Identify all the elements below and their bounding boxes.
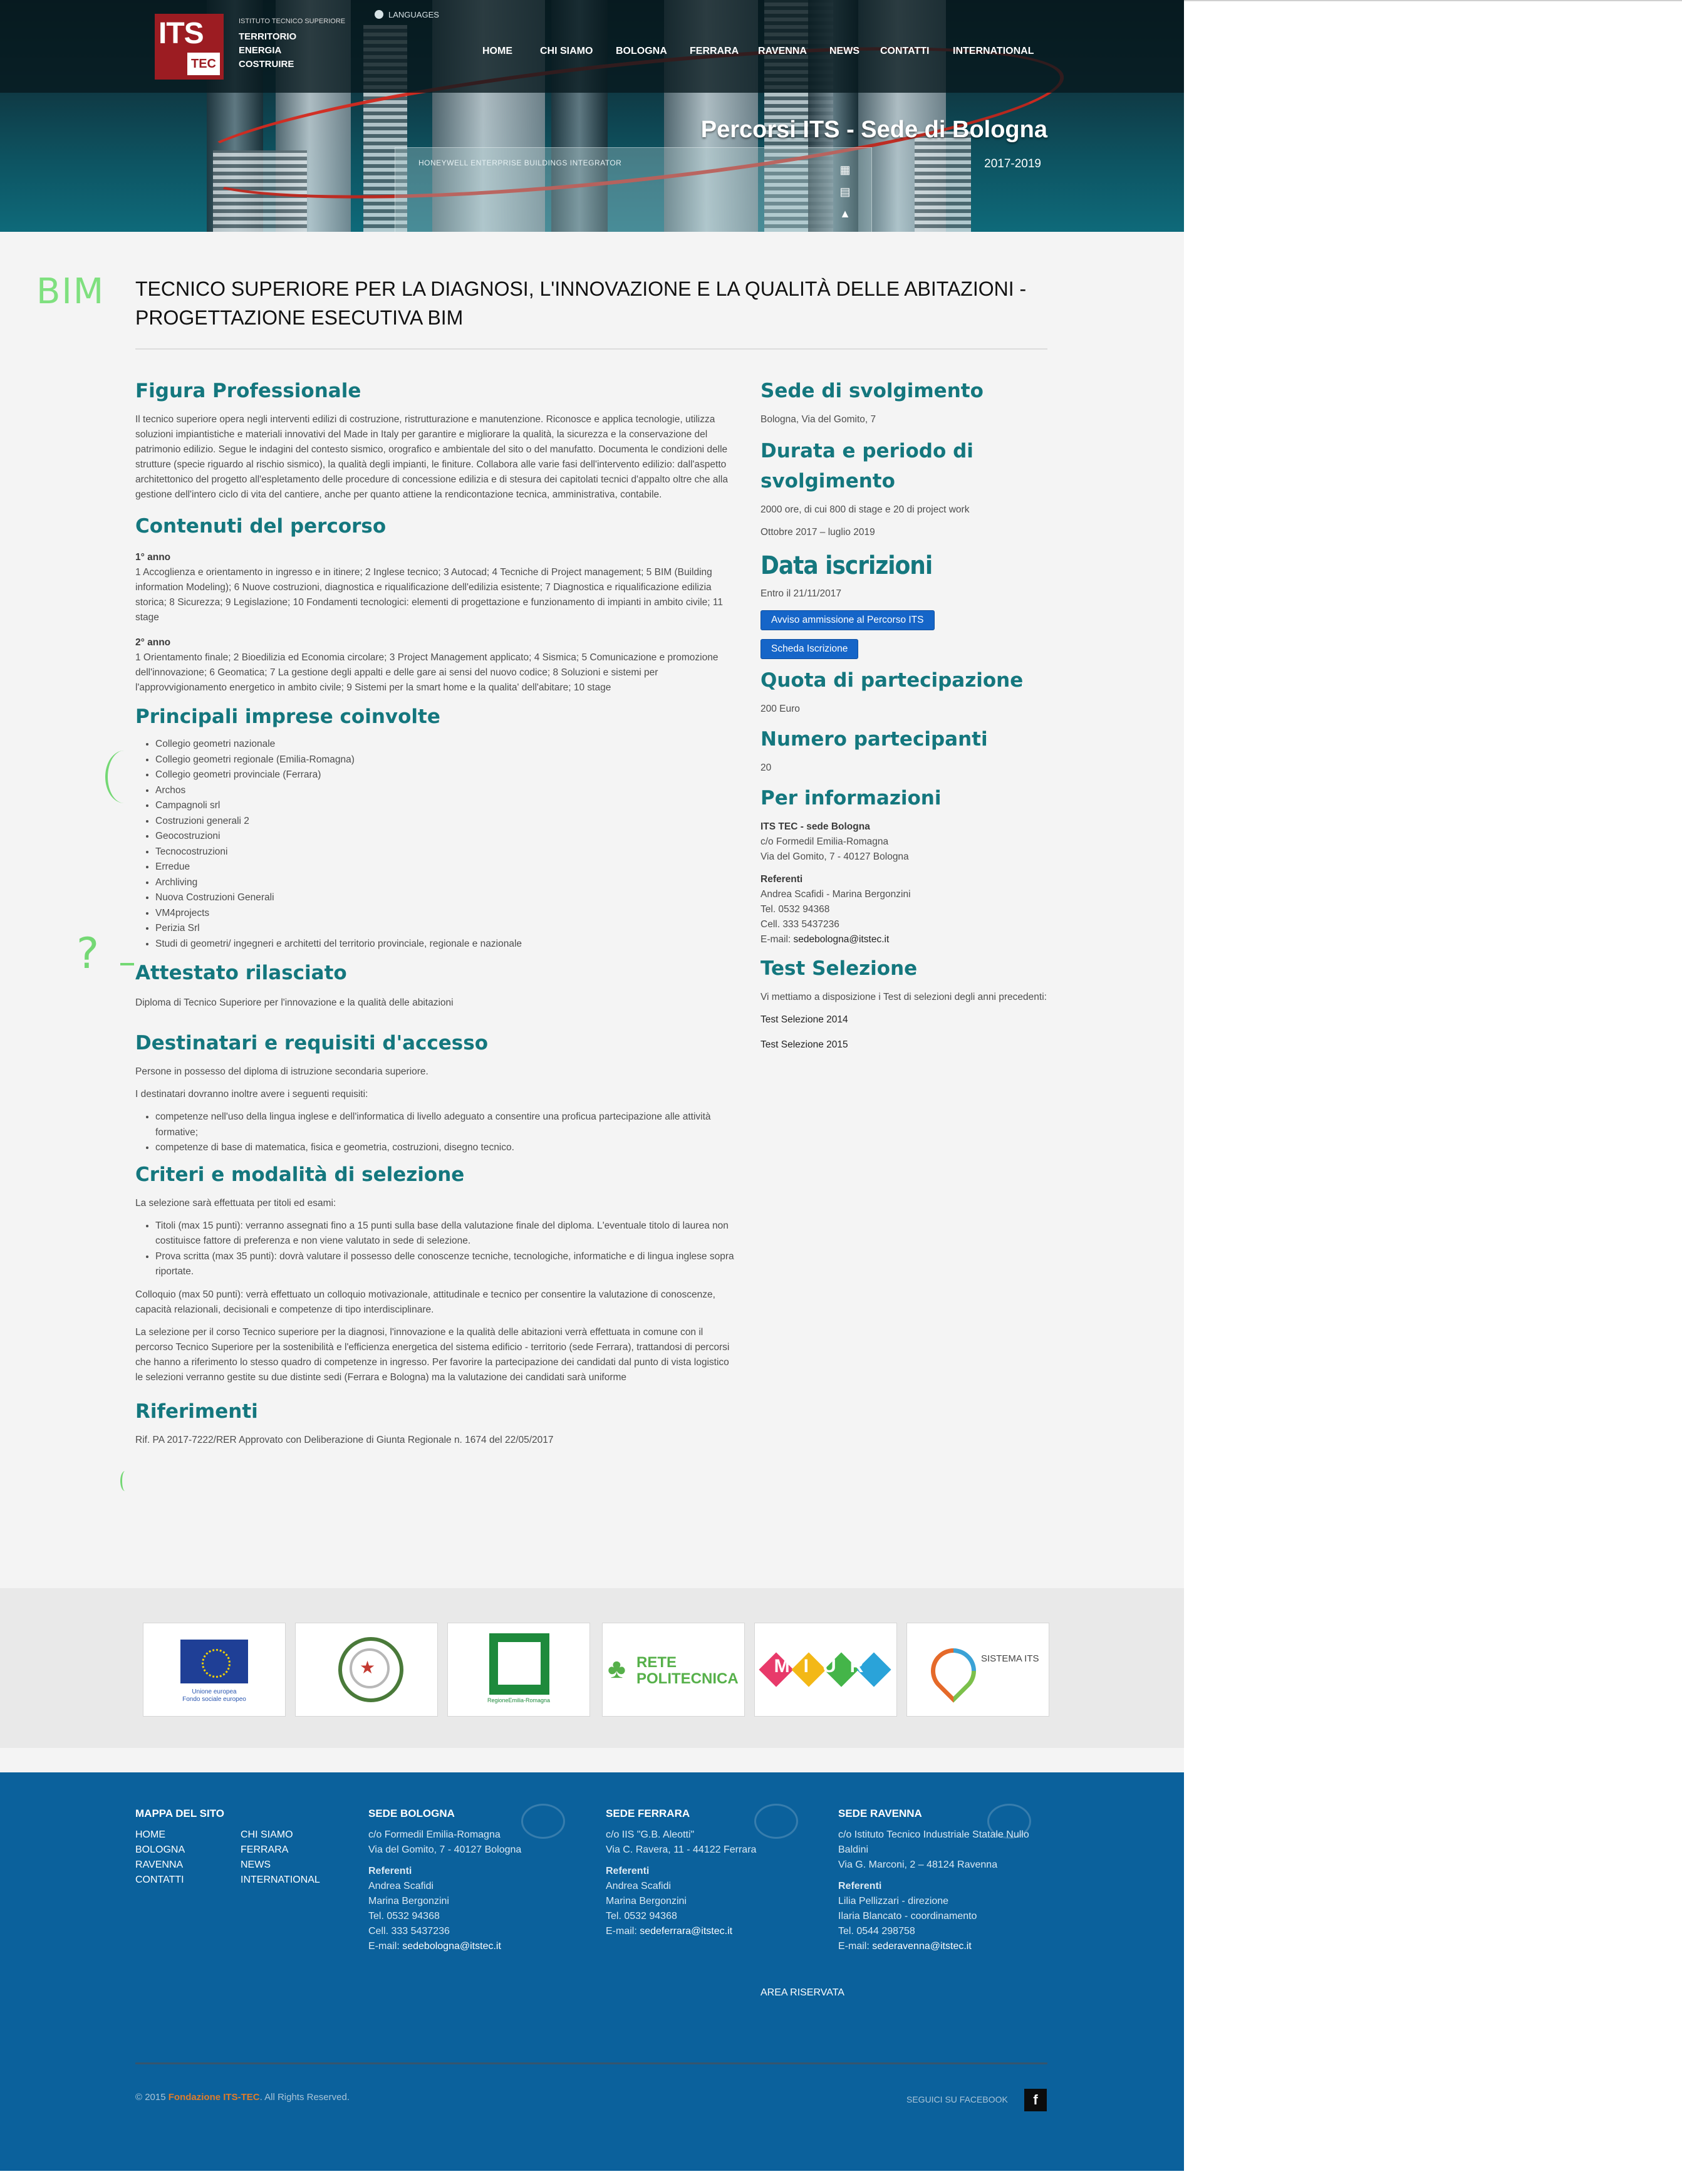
section-durata-title: Durata e periodo di svolgimento: [761, 440, 973, 492]
list-item: • Titoli (max 15 punti): verranno assegnati fino a 15 punti sulla base della valutazione finale del diploma. L'eventuale titolo di laurea non costituisce fattore di preferenza e non viene valutato in sede di selezione.: [155, 1219, 737, 1249]
miur-logo[interactable]: [754, 1623, 897, 1717]
year1-text: 1 Accoglienza e orientamento in ingresso e in itinere; 2 Inglese tecnico; 3 Autocad; 4 Tecniche di Project management; 5 BIM (Building information Modeling); 6 Nuove costruzioni, diagnostica e riqualificazione dell'edilizia esistente; 7 Diagnostica e riqualificazione edilizia storica; 8 Sicurezza; 9 Legislazione; 10 Fondamenti tecnologici: elementi di progettazione e funzionamento di impianti in ambito civile; 11 stage: [135, 567, 723, 623]
footer-bologna-email[interactable]: sedebologna@itstec.it: [402, 1941, 501, 1952]
emblem-icon: ★: [338, 1637, 403, 1702]
info-line: Via del Gomito, 7 - 40127 Bologna: [761, 851, 909, 862]
footer-link-home[interactable]: HOME: [135, 1829, 165, 1840]
info-ref-line: Tel. 0532 94368: [761, 904, 830, 915]
footer-ferrara-ref-label: Referenti: [606, 1866, 650, 1876]
header-hero: [0, 0, 1184, 232]
email-label: E-mail:: [838, 1941, 873, 1952]
globe-icon: [375, 10, 383, 19]
section-iscrizioni-title: Data iscrizioni: [761, 551, 933, 580]
list-item: • Erredue: [155, 860, 737, 875]
list-item: • Geocostruzioni: [155, 829, 737, 845]
footer-ravenna-ref: Tel. 0544 298758: [838, 1926, 915, 1937]
regione-icon: [489, 1633, 549, 1695]
handwritten-bim-note: BIM: [36, 271, 105, 312]
email-label: E-mail:: [606, 1926, 640, 1937]
footer-ferrara-email-row: [606, 1924, 732, 1939]
info-ref-line: Cell. 333 5437236: [761, 919, 839, 930]
sistema-its-logo[interactable]: [906, 1623, 1049, 1717]
regione-emilia-romagna-logo[interactable]: [447, 1623, 590, 1717]
miur-caption: MIUR: [774, 1656, 878, 1677]
footer-ferrara-title: SEDE FERRARA: [606, 1807, 690, 1819]
eu-flag-icon: [180, 1640, 248, 1683]
footer-ravenna-line: Via G. Marconi, 2 – 48124 Ravenna: [838, 1859, 998, 1870]
section-destinatari-title: Destinatari e requisiti d'accesso: [135, 1032, 488, 1054]
partner-logos: [0, 1588, 1184, 1748]
footer-link-international[interactable]: INTERNATIONAL: [241, 1875, 320, 1885]
main-column: [135, 376, 737, 1448]
list-item: • Campagnoli srl: [155, 798, 737, 814]
attestato-text: Diploma di Tecnico Superiore per l'innovazione e la qualità delle abitazioni: [135, 997, 454, 1008]
logo-tagline: ISTITUTO TECNICO SUPERIORE: [239, 18, 346, 25]
page-title: TECNICO SUPERIORE PER LA DIAGNOSI, L'INNOVAZIONE E LA QUALITÀ DELLE ABITAZIONI - PROGETTAZIONE ESECUTIVA BIM: [135, 278, 1027, 329]
chat-bubble-icon: [521, 1804, 565, 1839]
nav-chi-siamo[interactable]: CHI SIAMO: [540, 46, 593, 56]
footer-divider: [135, 2062, 1047, 2064]
scheda-iscrizione-button[interactable]: Scheda Iscrizione: [761, 639, 858, 659]
footer-ravenna-line: Baldini: [838, 1844, 869, 1855]
section-riferimenti-title: Riferimenti: [135, 1400, 258, 1423]
footer-ferrara-ref: Andrea Scafidi: [606, 1881, 672, 1891]
avviso-ammissione-button[interactable]: Avviso ammissione al Percorso ITS: [761, 610, 935, 630]
list-item: • Collegio geometri regionale (Emilia-Romagna): [155, 752, 737, 768]
languages-label: LANGUAGES: [388, 10, 439, 19]
copyright: [135, 2092, 350, 2103]
info-ref-line: Andrea Scafidi - Marina Bergonzini: [761, 889, 911, 900]
list-item: • Prova scritta (max 35 punti): dovrà valutare il possesso delle conoscenze tecniche, tecnologiche, informatiche e di lingua inglese sopra riportate.: [155, 1249, 737, 1280]
info-referenti-label: Referenti: [761, 874, 803, 885]
riferimenti-text: Rif. PA 2017-7222/RER Approvato con Deliberazione di Giunta Regionale n. 1674 del 22/05/2017: [135, 1434, 554, 1445]
list-item: • Tecnocostruzioni: [155, 845, 737, 860]
regione-caption: RegioneEmilia-Romagna: [487, 1697, 551, 1703]
logo-line: ENERGIA: [239, 45, 282, 56]
footer-bologna-ref-label: Referenti: [368, 1866, 412, 1876]
footer-mappa-title: MAPPA DEL SITO: [135, 1807, 225, 1819]
warning-icon: ▲: [839, 207, 851, 220]
footer-bologna-ref: Andrea Scafidi: [368, 1881, 434, 1891]
copyright-suffix: . All Rights Reserved.: [259, 2092, 350, 2103]
footer-link-ravenna[interactable]: RAVENNA: [135, 1859, 184, 1870]
footer-ferrara-ref: Marina Bergonzini: [606, 1896, 687, 1906]
footer: [0, 1772, 1184, 2171]
footer-ravenna-line: c/o Istituto Tecnico Industriale Statale Nullo: [838, 1829, 1029, 1840]
section-imprese-title: Principali imprese coinvolte: [135, 705, 440, 728]
criteri-note: La selezione per il corso Tecnico superiore per la diagnosi, l'innovazione e la qualità delle abitazioni verrà effettuata in comune con il percorso Tecnico Superiore per la sostenibilità e l'efficienza energetica del sistema edificio - territorio (sede Ferrara), trattandosi di percorsi che hanno a riferimento lo stesso quadro di competenze in ingresso. Per favorire la partecipazione dei candidati dal punto di vista logistico le selezioni verranno gestite su due distinte sedi (Ferrara e Bologna) ma la valutazione dei candidati sarà uniforme: [135, 1326, 730, 1383]
durata-text: 2000 ore, di cui 800 di stage e 20 di project work: [761, 504, 970, 515]
handwritten-dash: [120, 963, 134, 965]
eu-logo[interactable]: [143, 1623, 286, 1717]
figura-text: Il tecnico superiore opera negli interventi edilizi di costruzione, ristrutturazione e manutenzione. Riconosce e applica tecnologie, utilizza soluzioni impiantistiche e materiali innovativi del Made in Italy per garantire e migliorare la qualità, la sicurezza e la conservazione del patrimonio edilizio. Segue le indagini del contesto sismico, orografico e ambientale del sito o del manufatto. Documenta le condizioni delle strutture (specie riguardo al rischio sismico), la qualità degli impianti, le finiture. Collabora alle varie fasi dell'intervento edilizio: dall'aspetto architettonico del progetto all'espletamento delle procedure di concessione edilizia e di stesura dei capitolati tecnici d'appalto oltre che alla gestione dell'intero ciclo di vita del cantiere, anche per quanto attiene la rendicontazione tecnica, amministrativa, contabile.: [135, 414, 728, 500]
info-email-link[interactable]: sedebologna@itstec.it: [793, 934, 890, 945]
info-org: ITS TEC - sede Bologna: [761, 821, 870, 832]
footer-ferrara-ref: Tel. 0532 94368: [606, 1911, 677, 1921]
logo-line: COSTRUIRE: [239, 59, 294, 70]
footer-bologna-line: Via del Gomito, 7 - 40127 Bologna: [368, 1844, 522, 1855]
eu-caption: Unione europea Fondo sociale europeo: [182, 1688, 246, 1703]
section-test-title: Test Selezione: [761, 957, 918, 980]
footer-bologna-ref: Cell. 333 5437236: [368, 1926, 450, 1937]
footer-link-bologna[interactable]: BOLOGNA: [135, 1844, 185, 1855]
sidebar-column: [761, 376, 1049, 1062]
year1-label: 1° anno: [135, 552, 171, 563]
logo-line: TERRITORIO: [239, 31, 297, 42]
main-nav: [0, 46, 1184, 61]
footer-bologna-title: SEDE BOLOGNA: [368, 1807, 455, 1819]
footer-ravenna-ref: Lilia Pellizzari - direzione: [838, 1896, 949, 1906]
list-item: • VM4projects: [155, 906, 737, 922]
facebook-icon[interactable]: f: [1024, 2089, 1047, 2111]
footer-bologna-email-row: [368, 1939, 501, 1954]
list-item: • Costruzioni generali 2: [155, 814, 737, 829]
title-divider: [135, 348, 1047, 350]
email-label: E-mail:: [761, 934, 794, 945]
list-item: • competenze nell'uso della lingua inglese e dell'informatica di livello adeguato a consentire una proficua partecipazione alle attività formative;: [155, 1110, 737, 1140]
year2-text: 1 Orientamento finale; 2 Bioedilizia ed Economia circolare; 3 Project Management applicato; 4 Sismica; 5 Comunicazione e promozione dell'innovazione; 6 Geomatica; 7 La gestione degli appalti e delle gare ai sensi del nuovo codice; 8 Soluzioni e sistemi per l'approvvigionamento energetico in ambito civile; 9 Sistemi per la smart home e la qualita' dell'abitare; 10 stage: [135, 652, 719, 693]
languages-menu[interactable]: [375, 10, 439, 19]
logo-tec-text: TEC: [187, 53, 220, 75]
footer-bologna-ref: Tel. 0532 94368: [368, 1911, 440, 1921]
footer-ravenna-ref-label: Referenti: [838, 1881, 882, 1891]
footer-ravenna-title: SEDE RAVENNA: [838, 1807, 922, 1819]
area-riservata-link[interactable]: AREA RISERVATA: [761, 1987, 844, 1998]
hero-panel-label: HONEYWELL ENTERPRISE BUILDINGS INTEGRATOR: [418, 159, 622, 167]
handwritten-mark: [120, 1471, 130, 1491]
copyright-org-link[interactable]: Fondazione ITS-TEC: [168, 2092, 260, 2103]
quota-text: 200 Euro: [761, 704, 800, 714]
section-sede-title: Sede di svolgimento: [761, 380, 984, 402]
building-icon: ▦: [839, 164, 851, 176]
sistema-caption: SISTEMA ITS: [981, 1653, 1039, 1664]
footer-link-news[interactable]: NEWS: [241, 1859, 271, 1870]
criteri-list: [135, 1219, 737, 1280]
destinatari-requisiti: I destinatari dovranno inoltre avere i seguenti requisiti:: [135, 1089, 368, 1100]
nav-ravenna[interactable]: RAVENNA: [758, 46, 807, 56]
list-item: • Perizia Srl: [155, 921, 737, 937]
handwritten-question-mark: ?: [76, 929, 100, 979]
criteri-colloquio: Colloquio (max 50 punti): verrà effettuato un colloquio motivazionale, attitudinale e tecnico per consentire la valutazione di conoscenze, capacità relazionali, decisionali e competenze di tipo interdisciplinare.: [135, 1289, 715, 1315]
seguici-facebook-label[interactable]: SEGUICI SU FACEBOOK: [906, 2094, 1008, 2104]
periodo-text: Ottobre 2017 – luglio 2019: [761, 527, 875, 538]
section-criteri-title: Criteri e modalità di selezione: [135, 1163, 465, 1186]
copyright-prefix: © 2015: [135, 2092, 169, 2103]
year2-label: 2° anno: [135, 637, 171, 648]
footer-link-ferrara[interactable]: FERRARA: [241, 1844, 289, 1855]
destinatari-text: Persone in possesso del diploma di istruzione secondaria superiore.: [135, 1066, 428, 1077]
repubblica-italiana-emblem[interactable]: [295, 1623, 438, 1717]
footer-ferrara-line: c/o IIS "G.B. Aleotti": [606, 1829, 695, 1840]
section-figura-title: Figura Professionale: [135, 380, 361, 402]
list-item: • competenze di base di matematica, fisica e geometria, costruzioni, disegno tecnico.: [155, 1140, 737, 1156]
footer-link-contatti[interactable]: CONTATTI: [135, 1875, 184, 1885]
footer-ravenna-email-row: [838, 1939, 972, 1954]
nav-ferrara[interactable]: FERRARA: [690, 46, 739, 56]
test-text: Vi mettiamo a disposizione i Test di selezioni degli anni precedenti:: [761, 992, 1047, 1002]
email-label: E-mail:: [368, 1941, 403, 1952]
sede-text: Bologna, Via del Gomito, 7: [761, 414, 876, 425]
footer-bologna-line: c/o Formedil Emilia-Romagna: [368, 1829, 501, 1840]
iscrizioni-deadline: Entro il 21/11/2017: [761, 588, 841, 599]
list-item: • Archliving: [155, 875, 737, 891]
rete-caption: RETE POLITECNICA: [636, 1654, 739, 1687]
tree-icon: ♣: [608, 1653, 626, 1684]
section-numero-title: Numero partecipanti: [761, 728, 988, 751]
numero-text: 20: [761, 762, 772, 773]
section-contenuti-title: Contenuti del percorso: [135, 515, 387, 538]
criteri-intro: La selezione sarà effettuata per titoli ed esami:: [135, 1197, 336, 1209]
nav-home[interactable]: HOME: [482, 46, 512, 56]
footer-ferrara-line: Via C. Ravera, 11 - 44122 Ferrara: [606, 1844, 757, 1855]
section-attestato-title: Attestato rilasciato: [135, 962, 347, 984]
section-info-title: Per informazioni: [761, 787, 942, 809]
requisiti-list: [135, 1110, 737, 1156]
hero-title: Percorsi ITS - Sede di Bologna: [700, 117, 1047, 143]
viewport-edge-line: [1184, 0, 1682, 1]
footer-ravenna-ref: Ilaria Blancato - coordinamento: [838, 1911, 977, 1921]
list-item: • Collegio geometri provinciale (Ferrara): [155, 767, 737, 783]
nav-international[interactable]: INTERNATIONAL: [953, 46, 1034, 56]
list-item: • Nuova Costruzioni Generali: [155, 890, 737, 906]
hero-year: 2017-2019: [984, 157, 1041, 170]
pin-icon: [921, 1639, 985, 1703]
imprese-list: [135, 737, 737, 952]
footer-ravenna-email[interactable]: sederavenna@itstec.it: [872, 1941, 972, 1952]
footer-link-chi-siamo[interactable]: CHI SIAMO: [241, 1829, 293, 1840]
grid-icon: ▤: [839, 185, 851, 198]
test-2015-link[interactable]: Test Selezione 2015: [761, 1039, 848, 1050]
rete-politecnica-logo[interactable]: [602, 1623, 745, 1717]
footer-ferrara-email[interactable]: sedeferrara@itstec.it: [640, 1926, 733, 1937]
chat-bubble-icon: [754, 1804, 798, 1839]
test-2014-link[interactable]: Test Selezione 2014: [761, 1014, 848, 1025]
list-item: • Studi di geometri/ ingegneri e architetti del territorio provinciale, regionale e nazionale: [155, 937, 737, 952]
info-line: c/o Formedil Emilia-Romagna: [761, 836, 889, 847]
info-email-row: [761, 932, 1049, 947]
section-quota-title: Quota di partecipazione: [761, 669, 1024, 692]
nav-news[interactable]: NEWS: [829, 46, 859, 56]
list-item: • Archos: [155, 783, 737, 799]
nav-bologna[interactable]: BOLOGNA: [616, 46, 667, 56]
footer-bologna-ref: Marina Bergonzini: [368, 1896, 449, 1906]
list-item: • Collegio geometri nazionale: [155, 737, 737, 752]
nav-contatti[interactable]: CONTATTI: [880, 46, 930, 56]
logo-its-text: ITS: [158, 17, 204, 50]
